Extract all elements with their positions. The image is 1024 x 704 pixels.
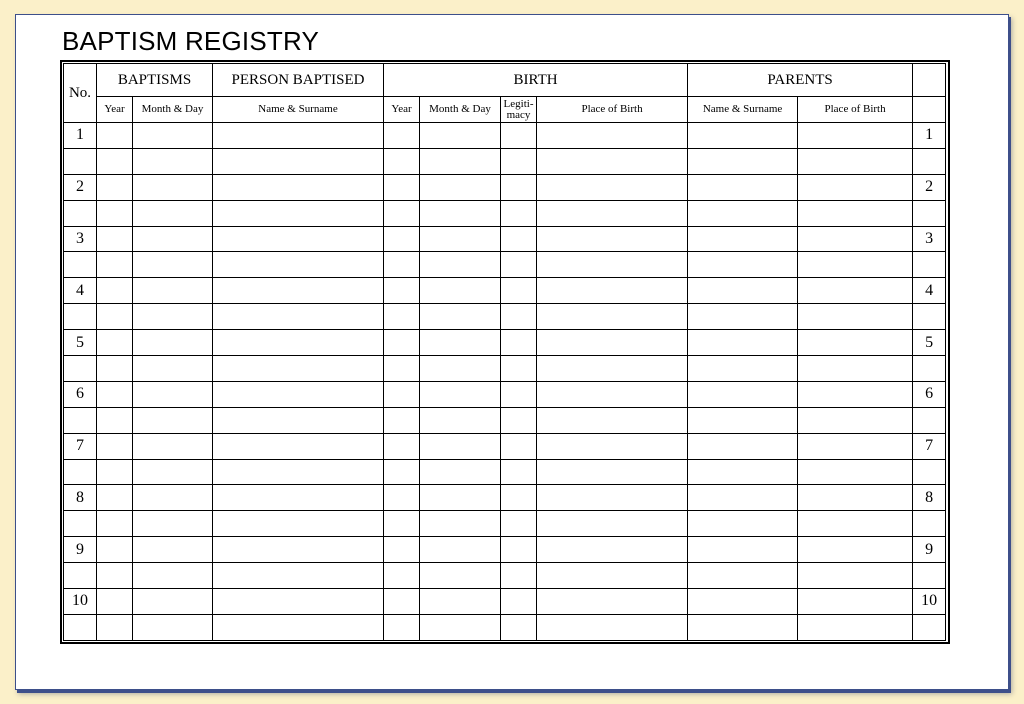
entry-number-right: 4 [913,278,946,304]
registry-cell[interactable] [384,304,420,330]
registry-body [64,123,946,641]
registry-cell[interactable] [501,433,537,459]
registry-cell[interactable] [501,330,537,356]
registry-cell[interactable] [384,563,420,589]
registry-cell[interactable] [133,252,213,278]
registry-cell[interactable] [688,381,798,407]
registry-cell[interactable] [537,330,688,356]
registry-cell[interactable] [798,148,913,174]
registry-cell[interactable] [64,148,97,174]
registry-cell[interactable] [133,589,213,615]
registry-cell[interactable] [213,252,384,278]
col-header-parents: PARENTS [688,64,913,97]
registry-cell[interactable] [501,459,537,485]
registry-cell[interactable] [97,614,133,640]
table-row [64,381,946,407]
registry-cell[interactable] [501,381,537,407]
registry-cell[interactable] [688,330,798,356]
registry-cell[interactable] [537,614,688,640]
registry-cell[interactable] [133,226,213,252]
registry-cell[interactable] [97,174,133,200]
registry-cell[interactable] [213,614,384,640]
registry-cell[interactable] [213,200,384,226]
entry-number-right: 3 [913,226,946,252]
registry-cell[interactable] [537,511,688,537]
registry-cell[interactable] [501,123,537,149]
registry-cell[interactable] [420,381,501,407]
registry-cell[interactable] [213,485,384,511]
registry-cell[interactable] [420,459,501,485]
registry-cell[interactable] [384,148,420,174]
registry-cell[interactable] [384,252,420,278]
registry-cell[interactable] [537,278,688,304]
registry-cell[interactable] [384,589,420,615]
registry-cell[interactable] [798,563,913,589]
registry-cell[interactable] [420,563,501,589]
registry-cell[interactable] [97,252,133,278]
entry-number-left: 4 [64,278,97,304]
registry-cell[interactable] [64,459,97,485]
registry-cell[interactable] [420,304,501,330]
registry-cell[interactable] [798,278,913,304]
registry-cell[interactable] [97,148,133,174]
entry-number-left: 6 [64,381,97,407]
registry-cell[interactable] [384,123,420,149]
registry-cell[interactable] [384,485,420,511]
registry-cell[interactable] [97,278,133,304]
registry-cell[interactable] [501,356,537,382]
registry-cell[interactable] [537,174,688,200]
table-row [64,589,946,615]
registry-cell[interactable] [97,123,133,149]
table-row-continuation [64,563,946,589]
registry-cell[interactable] [213,537,384,563]
registry-cell[interactable] [688,226,798,252]
entry-number-right: 6 [913,381,946,407]
registry-cell[interactable] [420,330,501,356]
registry-cell[interactable] [213,226,384,252]
registry-cell[interactable] [420,511,501,537]
registry-cell[interactable] [97,485,133,511]
registry-cell[interactable] [798,589,913,615]
table-row-continuation [64,356,946,382]
legitimacy-line-1: Legiti- [503,97,534,110]
registry-cell[interactable] [420,589,501,615]
entry-number-left: 3 [64,226,97,252]
registry-cell[interactable] [420,433,501,459]
registry-cell[interactable] [798,304,913,330]
registry-cell[interactable] [213,174,384,200]
registry-cell[interactable] [537,123,688,149]
registry-cell[interactable] [97,356,133,382]
registry-cell[interactable] [384,356,420,382]
registry-cell[interactable] [213,148,384,174]
registry-cell[interactable] [97,304,133,330]
registry-cell[interactable] [64,252,97,278]
registry-cell[interactable] [913,563,946,589]
registry-cell[interactable] [688,459,798,485]
registry-cell[interactable] [133,174,213,200]
registry-cell[interactable] [133,511,213,537]
registry-cell[interactable] [64,304,97,330]
registry-cell[interactable] [501,407,537,433]
table-row-continuation [64,148,946,174]
registry-cell[interactable] [798,537,913,563]
col-header-person-baptised: PERSON BAPTISED [213,64,384,97]
subheader-baptism-month-day: Month & Day [133,97,213,123]
registry-cell[interactable] [537,304,688,330]
registry-cell[interactable] [384,381,420,407]
entry-number-right: 8 [913,485,946,511]
registry-cell[interactable] [133,123,213,149]
registry-cell[interactable] [913,148,946,174]
registry-table [63,63,946,641]
col-header-birth: BIRTH [384,64,688,97]
registry-cell[interactable] [133,330,213,356]
registry-cell[interactable] [213,123,384,149]
subheader-parents-place: Place of Birth [798,97,913,123]
registry-cell[interactable] [913,252,946,278]
registry-cell[interactable] [97,407,133,433]
registry-cell[interactable] [501,278,537,304]
registry-cell[interactable] [537,356,688,382]
registry-cell[interactable] [213,511,384,537]
registry-cell[interactable] [688,252,798,278]
registry-cell[interactable] [798,356,913,382]
registry-cell[interactable] [501,226,537,252]
registry-cell[interactable] [420,356,501,382]
registry-cell[interactable] [537,485,688,511]
registry-cell[interactable] [537,563,688,589]
registry-cell[interactable] [501,511,537,537]
table-row [64,226,946,252]
registry-cell[interactable] [64,356,97,382]
registry-cell[interactable] [213,563,384,589]
registry-cell[interactable] [420,174,501,200]
table-row-continuation [64,511,946,537]
registry-cell[interactable] [133,200,213,226]
registry-cell[interactable] [97,200,133,226]
table-row-continuation [64,252,946,278]
registry-cell[interactable] [133,614,213,640]
registry-cell[interactable] [133,356,213,382]
registry-cell[interactable] [384,511,420,537]
subheader-baptism-year: Year [97,97,133,123]
subheader-right-blank [913,97,946,123]
registry-cell[interactable] [384,537,420,563]
registry-cell[interactable] [420,278,501,304]
registry-cell[interactable] [420,148,501,174]
registry-cell[interactable] [688,174,798,200]
registry-cell[interactable] [64,563,97,589]
registry-cell[interactable] [537,589,688,615]
col-header-right-blank [913,64,946,97]
registry-cell[interactable] [913,304,946,330]
registry-cell[interactable] [798,174,913,200]
registry-cell[interactable] [97,563,133,589]
subheader-legitimacy [501,97,537,123]
registry-cell[interactable] [501,174,537,200]
registry-cell[interactable] [213,304,384,330]
table-row [64,174,946,200]
page-title: BAPTISM REGISTRY [62,26,319,56]
registry-cell[interactable] [688,123,798,149]
entry-number-right: 7 [913,433,946,459]
registry-cell[interactable] [213,459,384,485]
registry-cell[interactable] [913,459,946,485]
registry-cell[interactable] [688,563,798,589]
registry-cell[interactable] [97,459,133,485]
registry-cell[interactable] [420,123,501,149]
registry-cell[interactable] [97,330,133,356]
table-row [64,485,946,511]
registry-cell[interactable] [913,407,946,433]
registry-cell[interactable] [537,252,688,278]
registry-cell[interactable] [688,148,798,174]
entry-number-right: 1 [913,123,946,149]
registry-cell[interactable] [133,148,213,174]
registry-cell[interactable] [913,356,946,382]
registry-cell[interactable] [501,304,537,330]
registry-cell[interactable] [501,563,537,589]
registry-cell[interactable] [133,537,213,563]
registry-cell[interactable] [501,537,537,563]
header-row-sub [64,97,946,123]
registry-cell[interactable] [420,407,501,433]
registry-cell[interactable] [213,589,384,615]
entry-number-left: 9 [64,537,97,563]
subheader-birth-month-day: Month & Day [420,97,501,123]
registry-cell[interactable] [420,226,501,252]
header-row-main [64,64,946,97]
table-row-continuation [64,614,946,640]
entry-number-left: 1 [64,123,97,149]
subheader-birth-place: Place of Birth [537,97,688,123]
registry-cell[interactable] [384,459,420,485]
registry-cell[interactable] [501,589,537,615]
registry-cell[interactable] [97,537,133,563]
registry-cell[interactable] [537,537,688,563]
registry-cell[interactable] [420,200,501,226]
registry-cell[interactable] [537,381,688,407]
registry-cell[interactable] [537,459,688,485]
registry-cell[interactable] [501,252,537,278]
registry-cell[interactable] [213,407,384,433]
registry-cell[interactable] [798,407,913,433]
registry-cell[interactable] [913,200,946,226]
registry-cell[interactable] [64,511,97,537]
col-header-no: No. [64,64,97,123]
registry-cell[interactable] [420,537,501,563]
registry-cell[interactable] [213,356,384,382]
entry-number-left: 7 [64,433,97,459]
entry-number-right: 2 [913,174,946,200]
registry-cell[interactable] [133,485,213,511]
registry-cell[interactable] [798,252,913,278]
registry-cell[interactable] [420,252,501,278]
registry-cell[interactable] [798,614,913,640]
registry-cell[interactable] [384,614,420,640]
registry-cell[interactable] [420,614,501,640]
registry-cell[interactable] [133,304,213,330]
registry-cell[interactable] [501,614,537,640]
registry-cell[interactable] [384,200,420,226]
table-row [64,433,946,459]
registry-cell[interactable] [213,433,384,459]
registry-cell[interactable] [97,433,133,459]
registry-cell[interactable] [64,614,97,640]
table-row [64,537,946,563]
registry-cell[interactable] [688,356,798,382]
registry-cell[interactable] [501,485,537,511]
table-row-continuation [64,459,946,485]
registry-cell[interactable] [688,304,798,330]
registry-cell[interactable] [384,330,420,356]
entry-number-left: 8 [64,485,97,511]
registry-cell[interactable] [537,407,688,433]
table-row-continuation [64,304,946,330]
registry-cell[interactable] [798,226,913,252]
registry-cell[interactable] [97,226,133,252]
table-row-continuation [64,407,946,433]
table-row-continuation [64,200,946,226]
registry-cell[interactable] [213,381,384,407]
registry-cell[interactable] [913,614,946,640]
registry-cell[interactable] [913,511,946,537]
registry-cell[interactable] [64,200,97,226]
registry-cell[interactable] [688,511,798,537]
registry-cell[interactable] [798,381,913,407]
subheader-parents-name: Name & Surname [688,97,798,123]
entry-number-right: 10 [913,589,946,615]
entry-number-left: 5 [64,330,97,356]
registry-cell[interactable] [64,407,97,433]
registry-cell[interactable] [688,407,798,433]
entry-number-left: 2 [64,174,97,200]
registry-cell[interactable] [384,226,420,252]
registry-cell[interactable] [501,200,537,226]
registry-cell[interactable] [537,433,688,459]
registry-cell[interactable] [798,433,913,459]
registry-cell[interactable] [688,433,798,459]
registry-cell[interactable] [688,200,798,226]
registry-cell[interactable] [798,459,913,485]
registry-cell[interactable] [97,381,133,407]
entry-number-right: 9 [913,537,946,563]
table-row [64,123,946,149]
col-header-baptisms: BAPTISMS [97,64,213,97]
registry-cell[interactable] [798,330,913,356]
registry-cell[interactable] [384,278,420,304]
registry-cell[interactable] [798,123,913,149]
registry-cell[interactable] [97,511,133,537]
legitimacy-line-2: macy [506,108,531,121]
registry-cell[interactable] [213,330,384,356]
registry-cell[interactable] [384,433,420,459]
table-row [64,330,946,356]
registry-cell[interactable] [420,485,501,511]
entry-number-right: 5 [913,330,946,356]
registry-cell[interactable] [688,614,798,640]
subheader-person-name: Name & Surname [213,97,384,123]
registry-cell[interactable] [537,148,688,174]
registry-cell[interactable] [798,200,913,226]
registry-cell[interactable] [97,589,133,615]
registry-cell[interactable] [537,226,688,252]
registry-cell[interactable] [133,381,213,407]
registry-cell[interactable] [213,278,384,304]
registry-cell[interactable] [133,278,213,304]
registry-cell[interactable] [688,278,798,304]
registry-cell[interactable] [133,459,213,485]
registry-cell[interactable] [798,511,913,537]
registry-cell[interactable] [688,485,798,511]
registry-cell[interactable] [133,563,213,589]
registry-cell[interactable] [688,589,798,615]
registry-cell[interactable] [133,433,213,459]
registry-cell[interactable] [688,537,798,563]
registry-cell[interactable] [384,174,420,200]
registry-cell[interactable] [384,407,420,433]
registry-cell[interactable] [537,200,688,226]
table-row [64,278,946,304]
subheader-birth-year: Year [384,97,420,123]
registry-cell[interactable] [798,485,913,511]
registry-cell[interactable] [133,407,213,433]
registry-cell[interactable] [501,148,537,174]
entry-number-left: 10 [64,589,97,615]
